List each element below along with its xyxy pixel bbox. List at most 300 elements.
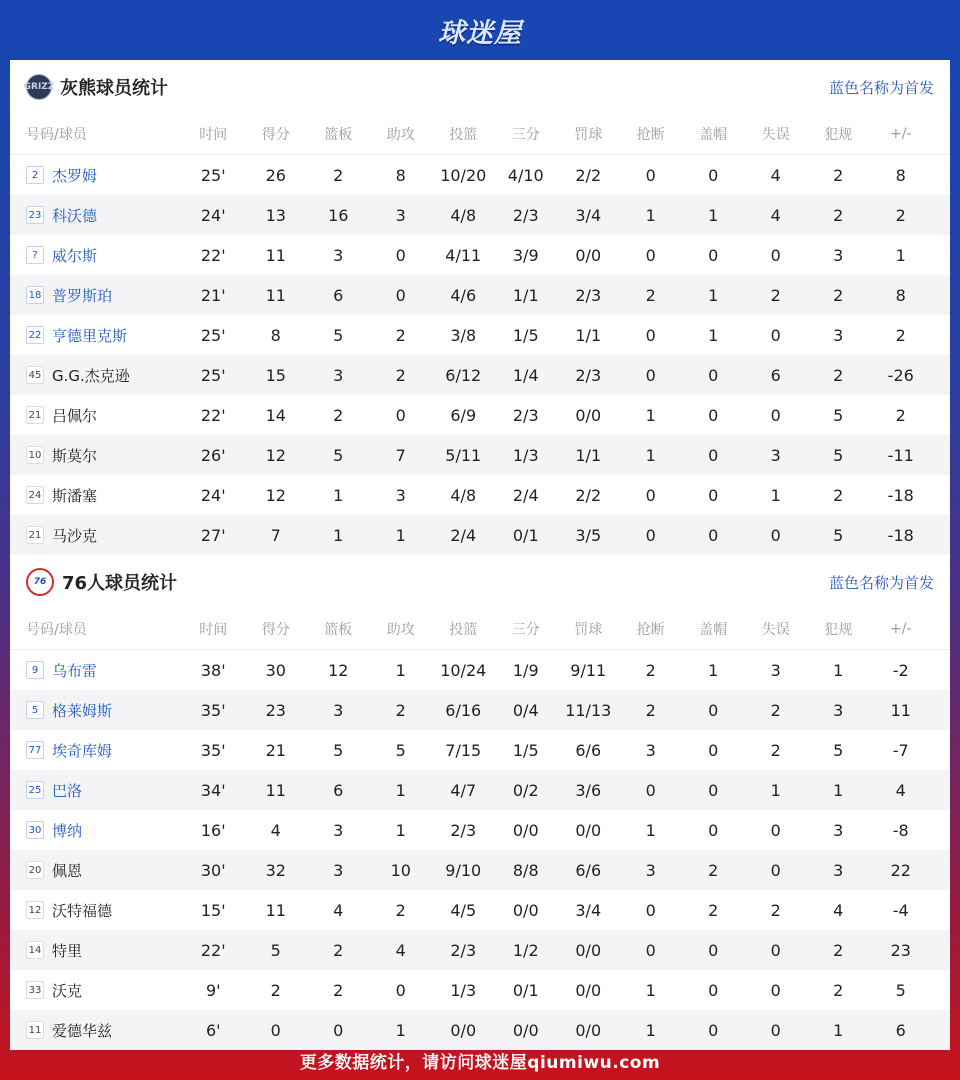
column-header: 失误 <box>761 622 790 638</box>
player-name: 杰罗姆 <box>52 166 98 185</box>
stat-cell: 24' <box>200 485 226 505</box>
stat-cell: 1 <box>833 780 844 800</box>
stat-cell: 11 <box>265 245 286 265</box>
jersey-number-badge: 22 <box>26 326 44 344</box>
stat-cell: 24' <box>200 205 226 225</box>
stat-cell: -18 <box>887 485 914 505</box>
stat-cell: 2 <box>395 700 406 720</box>
stat-cell: 9/10 <box>445 860 482 880</box>
column-header-player: 号码/球员 <box>26 127 87 143</box>
player-name: 科沃德 <box>52 206 98 225</box>
player-name: 沃特福德 <box>52 901 113 920</box>
player-name: 埃奇库姆 <box>52 741 113 760</box>
stat-cell: 6/9 <box>450 405 477 425</box>
jersey-number-badge: 20 <box>26 861 44 879</box>
player-cell <box>10 325 182 346</box>
stat-cell: 6 <box>895 1020 906 1040</box>
stat-cell: 23 <box>890 940 911 960</box>
stat-cell: 5 <box>333 445 344 465</box>
stat-cell: 35' <box>200 700 226 720</box>
player-cell <box>10 940 182 961</box>
stat-cell: 3/9 <box>512 245 539 265</box>
stat-cell: 1 <box>395 525 406 545</box>
stat-cell: 25' <box>200 165 226 185</box>
stat-cell: 1/2 <box>512 940 539 960</box>
stat-cell: 3 <box>833 700 844 720</box>
player-name: 乌布雷 <box>52 661 98 680</box>
top-bar <box>0 0 960 60</box>
stat-cell: 2 <box>770 740 781 760</box>
table-row <box>10 890 950 930</box>
player-cell <box>10 245 182 266</box>
table-row <box>10 235 950 275</box>
stat-cell: 27' <box>200 525 226 545</box>
table-row <box>10 195 950 235</box>
stat-cell: 5 <box>333 740 344 760</box>
table-row <box>10 275 950 315</box>
stat-cell: 4/5 <box>450 900 477 920</box>
stat-cell: 9' <box>205 980 221 1000</box>
player-cell <box>10 165 182 186</box>
stat-cell: 0 <box>395 245 406 265</box>
stat-cell: 0 <box>645 165 656 185</box>
stat-cell: 5 <box>833 525 844 545</box>
stat-cell: 0 <box>645 900 656 920</box>
stat-cell: 6 <box>333 285 344 305</box>
player-cell <box>10 740 182 761</box>
column-header: 得分 <box>261 127 290 143</box>
stat-cell: -11 <box>887 445 914 465</box>
column-header: +/- <box>890 126 912 142</box>
stat-cell: 0 <box>770 980 781 1000</box>
table-row <box>10 850 950 890</box>
column-header: 犯规 <box>824 622 853 638</box>
stat-cell: 0 <box>395 980 406 1000</box>
stat-cell: 3/5 <box>575 525 602 545</box>
stat-cell: 3 <box>333 700 344 720</box>
stat-cell: -18 <box>887 525 914 545</box>
player-name: 威尔斯 <box>52 246 98 265</box>
stat-cell: 22' <box>200 405 226 425</box>
stat-cell: 2 <box>395 325 406 345</box>
stat-cell: 3 <box>333 860 344 880</box>
stat-cell: 7/15 <box>445 740 482 760</box>
stat-cell: 2/3 <box>512 205 539 225</box>
stat-cell: 3 <box>770 660 781 680</box>
team-logo-icon: 76 <box>26 568 54 596</box>
player-cell <box>10 525 182 546</box>
stat-cell: 25' <box>200 365 226 385</box>
stat-cell: 3/8 <box>450 325 477 345</box>
stat-cell: 0/0 <box>575 980 602 1000</box>
stat-cell: 0 <box>770 860 781 880</box>
stat-cell: 1/9 <box>512 660 539 680</box>
stat-cell: 0 <box>708 445 719 465</box>
column-header: 时间 <box>199 127 228 143</box>
column-header: 投篮 <box>449 622 478 638</box>
jersey-number-badge: 25 <box>26 781 44 799</box>
stat-cell: 2 <box>833 980 844 1000</box>
stat-cell: 0 <box>645 780 656 800</box>
stat-cell: 2 <box>770 700 781 720</box>
stat-cell: 0 <box>708 700 719 720</box>
stat-cell: 2 <box>333 980 344 1000</box>
column-header-player: 号码/球员 <box>26 622 87 638</box>
jersey-number-badge: 12 <box>26 901 44 919</box>
stat-cell: 2 <box>833 205 844 225</box>
player-cell <box>10 860 182 881</box>
table-row <box>10 810 950 850</box>
stat-cell: 0/0 <box>512 820 539 840</box>
column-header: 犯规 <box>824 127 853 143</box>
stat-cell: 3 <box>770 445 781 465</box>
column-header: 三分 <box>511 127 540 143</box>
stat-cell: 2 <box>333 940 344 960</box>
stat-cell: 1 <box>833 1020 844 1040</box>
brand-logo: 球迷屋 <box>438 17 522 49</box>
stat-cell: 0 <box>770 245 781 265</box>
table-header-row <box>10 114 950 155</box>
player-name: 斯潘塞 <box>52 486 98 505</box>
stat-cell: 1 <box>833 660 844 680</box>
player-cell <box>10 285 182 306</box>
stat-cell: 8 <box>270 325 281 345</box>
stat-cell: -2 <box>892 660 909 680</box>
column-header: 盖帽 <box>699 127 728 143</box>
stat-cell: 1 <box>395 1020 406 1040</box>
stat-cell: 4/8 <box>450 205 477 225</box>
jersey-number-badge: ? <box>26 246 44 264</box>
column-header: 篮板 <box>324 127 353 143</box>
stat-cell: 3/4 <box>575 900 602 920</box>
table-row <box>10 730 950 770</box>
stat-cell: 11 <box>890 700 911 720</box>
team-logo-icon: GRIZZ <box>26 74 52 100</box>
stat-cell: 5 <box>270 940 281 960</box>
stat-cell: 4/10 <box>507 165 544 185</box>
stat-cell: 2/2 <box>575 165 602 185</box>
stat-cell: 8 <box>895 285 906 305</box>
table-row <box>10 970 950 1010</box>
stat-cell: 2/3 <box>575 285 602 305</box>
stat-cell: 15 <box>265 365 286 385</box>
stat-cell: 3 <box>333 365 344 385</box>
jersey-number-badge: 2 <box>26 166 44 184</box>
stat-cell: 0 <box>770 405 781 425</box>
stat-cell: 22' <box>200 940 226 960</box>
stat-cell: 1 <box>708 660 719 680</box>
table-header-row <box>10 609 950 650</box>
footer-banner: 更多数据统计，请访问球迷屋qiumiwu.com <box>299 1052 661 1073</box>
table-row <box>10 355 950 395</box>
stat-cell: 6/12 <box>445 365 482 385</box>
stat-cell: 5/11 <box>445 445 482 465</box>
stat-cell: 2 <box>645 700 656 720</box>
stat-cell: 0/0 <box>450 1020 477 1040</box>
stat-cell: 2/2 <box>575 485 602 505</box>
player-name: 巴洛 <box>52 781 83 800</box>
stat-cell: 22' <box>200 245 226 265</box>
stat-cell: 4/8 <box>450 485 477 505</box>
stat-cell: 0 <box>770 940 781 960</box>
stat-cell: 2/3 <box>512 405 539 425</box>
stat-cell: 2 <box>833 365 844 385</box>
stat-cell: 0 <box>770 1020 781 1040</box>
stat-cell: 10 <box>390 860 411 880</box>
stat-cell: 0 <box>708 820 719 840</box>
stat-cell: 1 <box>770 485 781 505</box>
stat-cell: 34' <box>200 780 226 800</box>
stat-cell: 2 <box>708 860 719 880</box>
stat-cell: 1 <box>770 780 781 800</box>
stat-cell: 2 <box>645 285 656 305</box>
column-header: 助攻 <box>386 127 415 143</box>
column-header: 投篮 <box>449 127 478 143</box>
stat-cell: 2/4 <box>450 525 477 545</box>
stat-cell: 3 <box>395 485 406 505</box>
player-name: 博纳 <box>52 821 83 840</box>
stat-cell: 2 <box>645 660 656 680</box>
stat-cell: 8/8 <box>512 860 539 880</box>
player-name: G.G.杰克逊 <box>52 366 130 385</box>
team-title <box>23 74 168 100</box>
stat-cell: 0 <box>708 525 719 545</box>
stat-cell: 5 <box>895 980 906 1000</box>
stat-cell: 1/4 <box>512 365 539 385</box>
jersey-number-badge: 11 <box>26 1021 44 1039</box>
team-section <box>10 555 950 1050</box>
stat-cell: 2 <box>395 900 406 920</box>
stat-cell: 0 <box>645 245 656 265</box>
column-header: +/- <box>890 621 912 637</box>
stat-cell: 2 <box>770 285 781 305</box>
player-name: 格莱姆斯 <box>52 701 113 720</box>
stat-cell: 5 <box>395 740 406 760</box>
stat-cell: 11 <box>265 900 286 920</box>
stat-cell: 0 <box>708 485 719 505</box>
column-header: 篮板 <box>324 622 353 638</box>
stat-cell: 6 <box>770 365 781 385</box>
stat-cell: 5 <box>333 325 344 345</box>
stat-cell: 1/1 <box>575 445 602 465</box>
stat-cell: 0 <box>395 285 406 305</box>
stat-cell: 0 <box>645 325 656 345</box>
stat-cell: 0 <box>708 1020 719 1040</box>
stat-cell: 0 <box>708 780 719 800</box>
stat-cell: 0 <box>645 365 656 385</box>
column-header: 失误 <box>761 127 790 143</box>
table-row <box>10 770 950 810</box>
stat-cell: 4 <box>770 165 781 185</box>
stat-cell: 3 <box>833 860 844 880</box>
stat-cell: 1 <box>395 820 406 840</box>
stat-cell: 6/16 <box>445 700 482 720</box>
stat-cell: -26 <box>887 365 914 385</box>
stat-cell: 0/0 <box>575 820 602 840</box>
table-row <box>10 650 950 690</box>
stat-cell: 0/0 <box>575 245 602 265</box>
stat-cell: 22 <box>890 860 911 880</box>
stat-cell: 11 <box>265 285 286 305</box>
stat-cell: 16 <box>328 205 349 225</box>
stat-cell: 2/4 <box>512 485 539 505</box>
player-cell <box>10 780 182 801</box>
table-row <box>10 315 950 355</box>
player-cell <box>10 205 182 226</box>
stat-cell: 0/0 <box>575 940 602 960</box>
table-row <box>10 155 950 195</box>
stat-cell: 0/0 <box>575 405 602 425</box>
stat-cell: 0 <box>645 525 656 545</box>
stat-cell: 2 <box>770 900 781 920</box>
stat-cell: 3 <box>395 205 406 225</box>
stat-cell: 16' <box>200 820 226 840</box>
jersey-number-badge: 24 <box>26 486 44 504</box>
stat-cell: 4/6 <box>450 285 477 305</box>
stat-cell: 6/6 <box>575 860 602 880</box>
stat-cell: 4 <box>395 940 406 960</box>
stat-cell: 0/0 <box>512 1020 539 1040</box>
stat-cell: 0 <box>708 980 719 1000</box>
stat-cell: 0/1 <box>512 525 539 545</box>
stat-cell: 1 <box>333 525 344 545</box>
team-section-header <box>10 60 950 114</box>
stat-cell: 11 <box>265 780 286 800</box>
stat-cell: 4 <box>770 205 781 225</box>
stat-cell: 7 <box>270 525 281 545</box>
jersey-number-badge: 77 <box>26 741 44 759</box>
jersey-number-badge: 21 <box>26 526 44 544</box>
stat-cell: 4 <box>270 820 281 840</box>
jersey-number-badge: 18 <box>26 286 44 304</box>
column-header: 盖帽 <box>699 622 728 638</box>
stat-cell: 12 <box>265 485 286 505</box>
stat-cell: 10/24 <box>440 660 487 680</box>
stat-cell: 2 <box>895 405 906 425</box>
stat-cell: 8 <box>895 165 906 185</box>
player-name: 普罗斯珀 <box>52 286 113 305</box>
stat-cell: 30 <box>265 660 286 680</box>
player-name: 特里 <box>52 941 83 960</box>
column-header: 助攻 <box>386 622 415 638</box>
column-header: 罚球 <box>574 127 603 143</box>
team-title-text: 灰熊球员统计 <box>60 78 168 99</box>
stat-cell: 5 <box>833 405 844 425</box>
stat-cell: 0 <box>645 940 656 960</box>
stat-cell: 26' <box>200 445 226 465</box>
table-row <box>10 435 950 475</box>
stat-cell: 1 <box>645 445 656 465</box>
stat-cell: 2 <box>333 165 344 185</box>
stat-cell: 12 <box>328 660 349 680</box>
jersey-number-badge: 9 <box>26 661 44 679</box>
stat-cell: 0 <box>395 405 406 425</box>
stat-cell: 0 <box>770 820 781 840</box>
stat-cell: 2 <box>270 980 281 1000</box>
stat-cell: 32 <box>265 860 286 880</box>
stat-cell: 7 <box>395 445 406 465</box>
team-section-header <box>10 555 950 609</box>
table-row <box>10 475 950 515</box>
stat-cell: 1/5 <box>512 325 539 345</box>
jersey-number-badge: 21 <box>26 406 44 424</box>
stat-cell: 0 <box>770 525 781 545</box>
stat-cell: 2 <box>333 405 344 425</box>
stat-cell: 3/6 <box>575 780 602 800</box>
stat-cell: 4 <box>833 900 844 920</box>
stat-cell: 0 <box>708 940 719 960</box>
stat-cell: 1 <box>645 980 656 1000</box>
jersey-number-badge: 23 <box>26 206 44 224</box>
stat-cell: 0/1 <box>512 980 539 1000</box>
stat-cell: 4/7 <box>450 780 477 800</box>
stat-cell: 3 <box>645 740 656 760</box>
stat-cell: 2/3 <box>450 940 477 960</box>
stat-cell: 4 <box>333 900 344 920</box>
stat-cell: -7 <box>892 740 909 760</box>
stat-cell: 1 <box>708 285 719 305</box>
stat-cell: 21 <box>265 740 286 760</box>
stat-cell: 13 <box>265 205 286 225</box>
player-name: 亨德里克斯 <box>52 326 128 345</box>
column-header: 时间 <box>199 622 228 638</box>
stat-cell: 2 <box>895 325 906 345</box>
stat-cell: 0/0 <box>512 900 539 920</box>
stat-cell: -4 <box>892 900 909 920</box>
player-cell <box>10 660 182 681</box>
stat-cell: 3 <box>645 860 656 880</box>
stat-cell: 14 <box>265 405 286 425</box>
stat-cell: 0 <box>708 165 719 185</box>
stat-cell: 3 <box>333 820 344 840</box>
player-cell <box>10 700 182 721</box>
stat-cell: 0 <box>708 740 719 760</box>
stat-cell: 0 <box>708 405 719 425</box>
stat-cell: 0/0 <box>575 1020 602 1040</box>
stat-cell: 9/11 <box>570 660 607 680</box>
stat-cell: 1 <box>895 245 906 265</box>
stat-cell: 2 <box>708 900 719 920</box>
stat-cell: 1/3 <box>450 980 477 1000</box>
player-name: 佩恩 <box>52 861 83 880</box>
player-cell <box>10 485 182 506</box>
stat-cell: 1/5 <box>512 740 539 760</box>
stat-cell: 6 <box>333 780 344 800</box>
table-row <box>10 515 950 555</box>
stat-cell: 1/1 <box>575 325 602 345</box>
stat-cell: 0 <box>770 325 781 345</box>
stat-cell: 1 <box>645 405 656 425</box>
team-title-text: 76人球员统计 <box>62 573 178 594</box>
column-header: 抢断 <box>636 127 665 143</box>
stat-cell: 10/20 <box>440 165 487 185</box>
jersey-number-badge: 10 <box>26 446 44 464</box>
stat-cell: 21' <box>200 285 226 305</box>
column-header: 三分 <box>511 622 540 638</box>
player-cell <box>10 820 182 841</box>
column-header: 得分 <box>261 622 290 638</box>
table-row <box>10 930 950 970</box>
stat-cell: 0 <box>333 1020 344 1040</box>
jersey-number-badge: 14 <box>26 941 44 959</box>
stat-cell: 11/13 <box>565 700 612 720</box>
column-header: 抢断 <box>636 622 665 638</box>
table-row <box>10 690 950 730</box>
jersey-number-badge: 33 <box>26 981 44 999</box>
stat-cell: 0/2 <box>512 780 539 800</box>
table-row <box>10 395 950 435</box>
stat-cell: 25' <box>200 325 226 345</box>
